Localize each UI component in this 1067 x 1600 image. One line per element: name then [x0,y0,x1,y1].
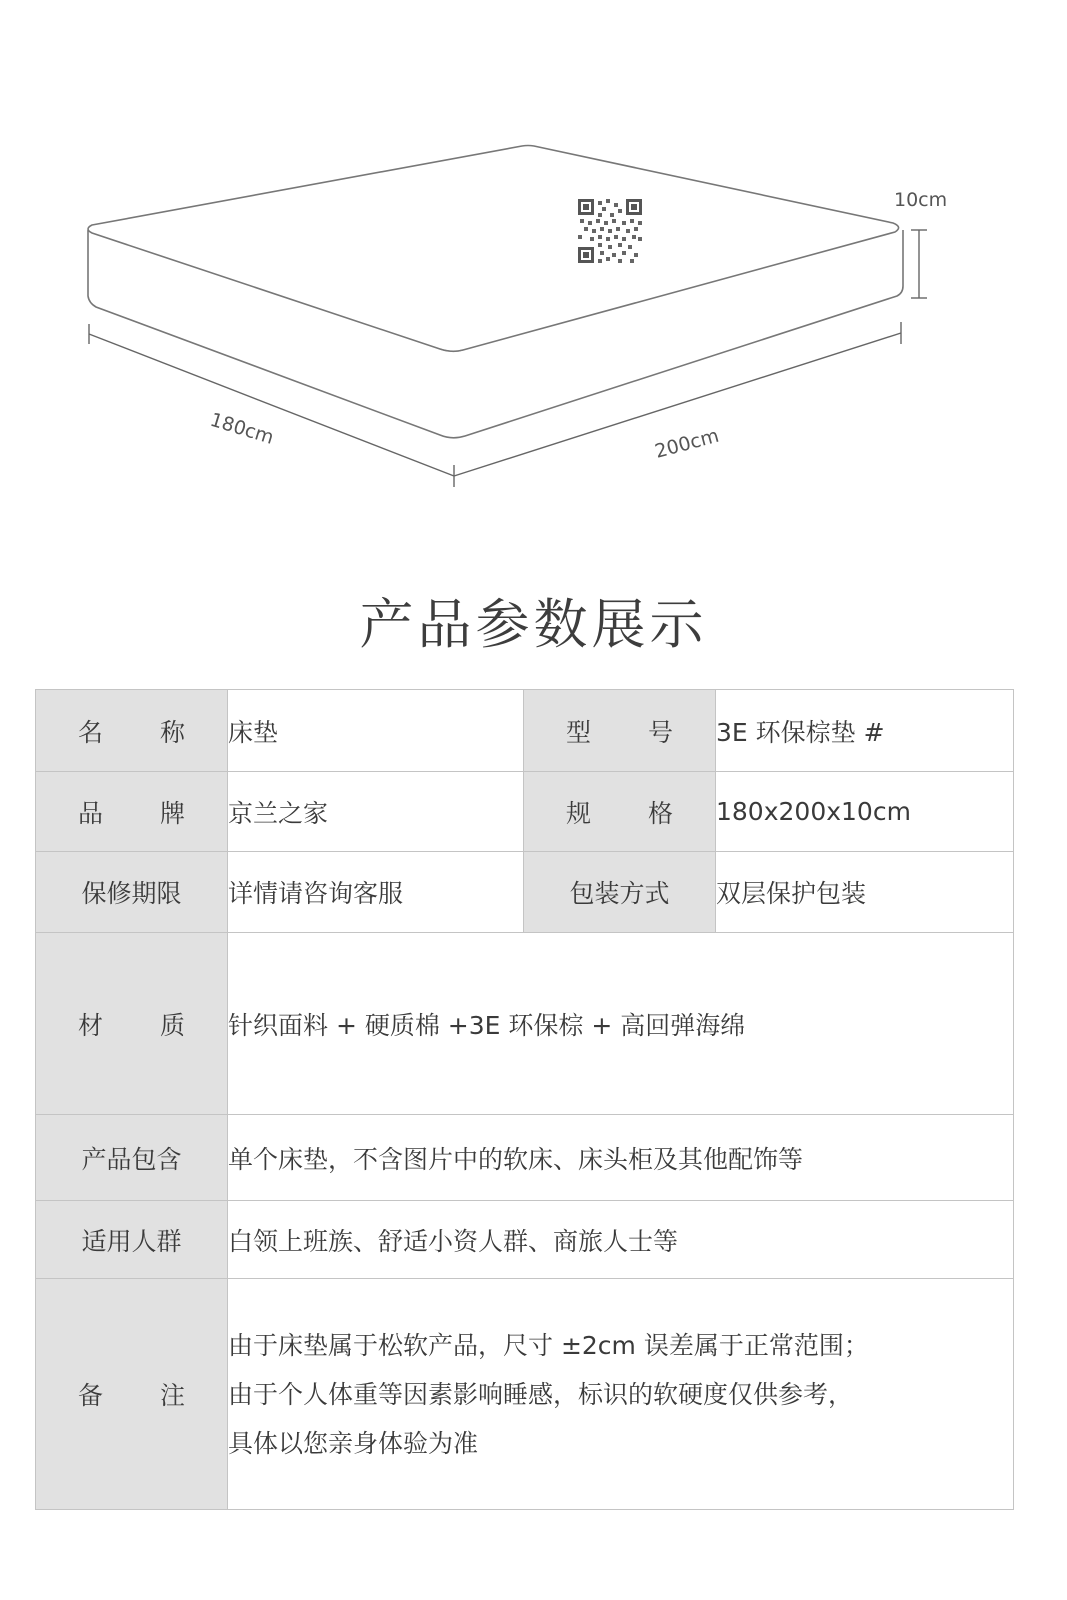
section-title: 产品参数展示 [359,593,708,656]
mattress-drawing [0,0,1067,560]
spec-label-model: 型 号 [524,690,716,772]
width-label: 180cm [207,408,277,449]
spec-label-size: 规 格 [524,772,716,852]
note-line: 由于床垫属于松软产品，尺寸 ±2cm 误差属于正常范围； [228,1330,869,1360]
spec-label-name: 名 称 [36,690,228,772]
table-row [36,852,1014,933]
mattress-dimension-diagram [0,0,1067,560]
note-line: 由于个人体重等因素影响睡感，标识的软硬度仅供参考， [228,1379,854,1409]
spec-label-includes: 产品包含 [36,1115,228,1201]
spec-label-notes: 备 注 [36,1279,228,1510]
table-row [36,1115,1014,1201]
spec-value-notes [228,1279,1014,1510]
spec-label-audience: 适用人群 [36,1201,228,1279]
product-spec-table [35,689,1014,1510]
spec-value-audience: 白领上班族、舒适小资人群、商旅人士等 [228,1201,1014,1279]
spec-value-name: 床垫 [228,690,524,772]
spec-value-warranty: 详情请咨询客服 [228,852,524,933]
width-dimension-line [89,324,454,487]
length-label: 200cm [652,424,722,463]
spec-label-brand: 品 牌 [36,772,228,852]
height-dimension-line [911,230,927,298]
table-row [36,1279,1014,1510]
spec-value-material: 针织面料 + 硬质棉 +3E 环保棕 + 高回弹海绵 [228,933,1014,1115]
spec-value-model: 3E 环保棕垫 # [716,690,1014,772]
spec-label-material: 材 质 [36,933,228,1115]
spec-value-includes: 单个床垫，不含图片中的软床、床头柜及其他配饰等 [228,1115,1014,1201]
spec-value-brand: 京兰之家 [228,772,524,852]
spec-value-packaging: 双层保护包装 [716,852,1014,933]
spec-value-size: 180x200x10cm [716,772,1014,852]
table-row [36,690,1014,772]
qr-code-icon [578,199,642,263]
height-label: 10cm [894,189,948,211]
spec-label-packaging: 包装方式 [524,852,716,933]
note-line: 具体以您亲身体验为准 [228,1428,479,1458]
table-row [36,772,1014,852]
table-row [36,933,1014,1115]
table-row [36,1201,1014,1279]
spec-label-warranty: 保修期限 [36,852,228,933]
mattress-top-face [88,146,899,352]
